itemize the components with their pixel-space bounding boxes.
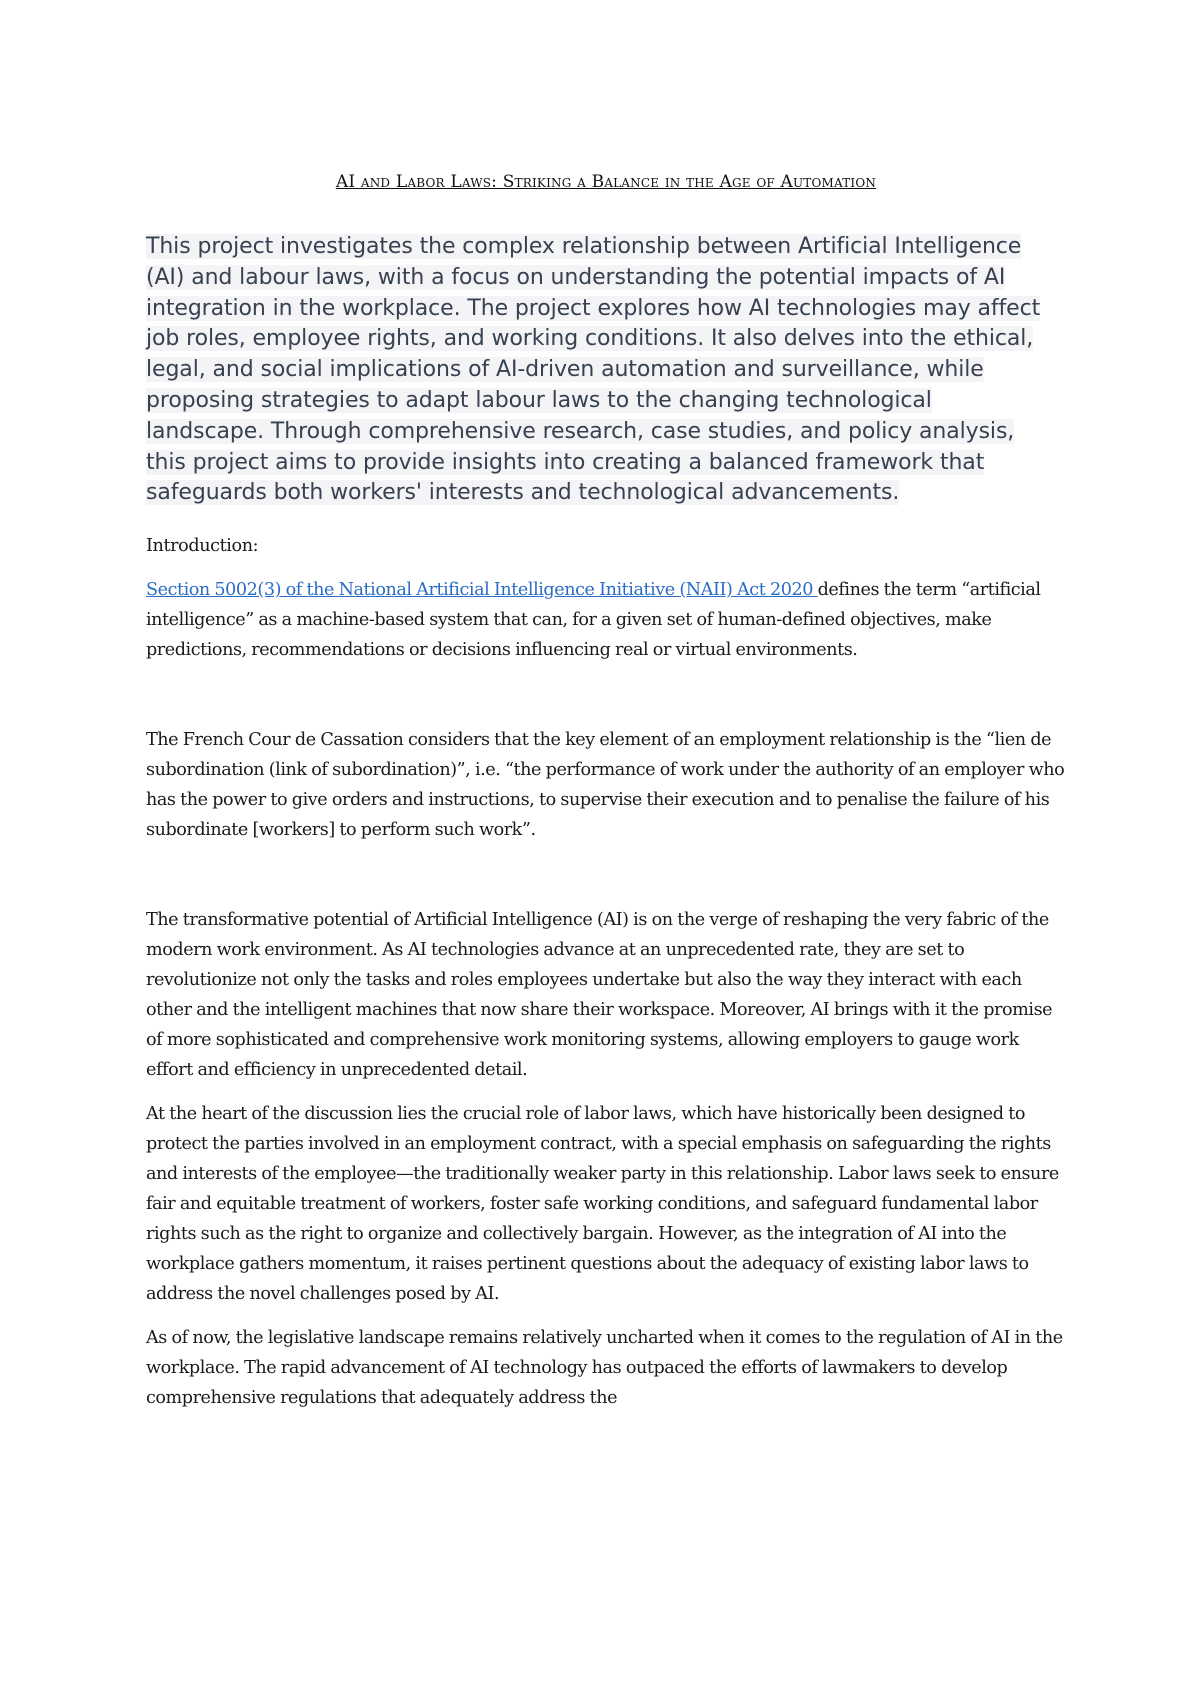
legislative-landscape-paragraph: As of now, the legislative landscape remains relatively uncharted when it comes to the regulation of AI in the workplace. The rapid advancement of AI technology has outpaced the efforts of lawmakers to develop comprehensive regulations that adequately address the: [146, 1328, 1063, 1409]
abstract-text: This project investigates the complex relationship between Artificial Intelligence (AI) and labour laws, with a focus on understanding the potential impacts of AI integration in the workplace. The project explores how AI technologies may affect job roles, employee rights, and working conditions. It also delves into the ethical, legal, and social implications of AI-driven automation and surveillance, while proposing strategies to adapt labour laws to the changing technological landscape. Through comprehensive research, case studies, and policy analysis, this project aims to provide insights into creating a balanced framework that safeguards both workers' interests and technological advancements.: [146, 234, 1041, 506]
document-body: [146, 172, 1066, 1427]
abstract-paragraph: [146, 232, 1056, 509]
definition-text: defines the term “artificial intelligence” as a machine-based system that can, for a given set of human-defined objectives, make predictions, recommendations or decisions influencing real or virtual environments.: [146, 580, 1041, 661]
labor-laws-paragraph: At the heart of the discussion lies the crucial role of labor laws, which have historically been designed to protect the parties involved in an employment contract, with a special emphasis on safeguarding the rights and interests of the employee—the traditionally weaker party in this relationship. Labor laws seek to ensure fair and equitable treatment of workers, foster safe working conditions, and safeguard fundamental labor rights such as the right to organize and collectively bargain. However, as the integration of AI into the workplace gathers momentum, it raises pertinent questions about the adequacy of existing labor laws to address the novel challenges posed by AI.: [146, 1104, 1059, 1305]
introduction-heading: Introduction:: [146, 536, 259, 557]
document-title: AI and Labor Laws: Striking a Balance in the Age of Automation: [335, 172, 877, 192]
naii-act-link[interactable]: Section 5002(3) of the National Artificial Intelligence Initiative (NAII) Act 2020: [146, 580, 818, 601]
transformative-potential-paragraph: The transformative potential of Artificial Intelligence (AI) is on the verge of reshaping the very fabric of the modern work environment. As AI technologies advance at an unprecedented rate, they are set to revolutionize not only the tasks and roles employees undertake but also the way they interact with each other and the intelligent machines that now share their workspace. Moreover, AI brings with it the promise of more sophisticated and comprehensive work monitoring systems, allowing employers to gauge work effort and efficiency in unprecedented detail.: [146, 910, 1053, 1081]
definition-paragraph: [146, 575, 1066, 665]
cour-de-cassation-paragraph: The French Cour de Cassation considers that the key element of an employment relationship is the “lien de subordination (link of subordination)”, i.e. “the performance of work under the authority of an employer who has the power to give orders and instructions, to supervise their execution and to penalise the failure of his subordinate [workers] to perform such work”.: [146, 730, 1065, 841]
